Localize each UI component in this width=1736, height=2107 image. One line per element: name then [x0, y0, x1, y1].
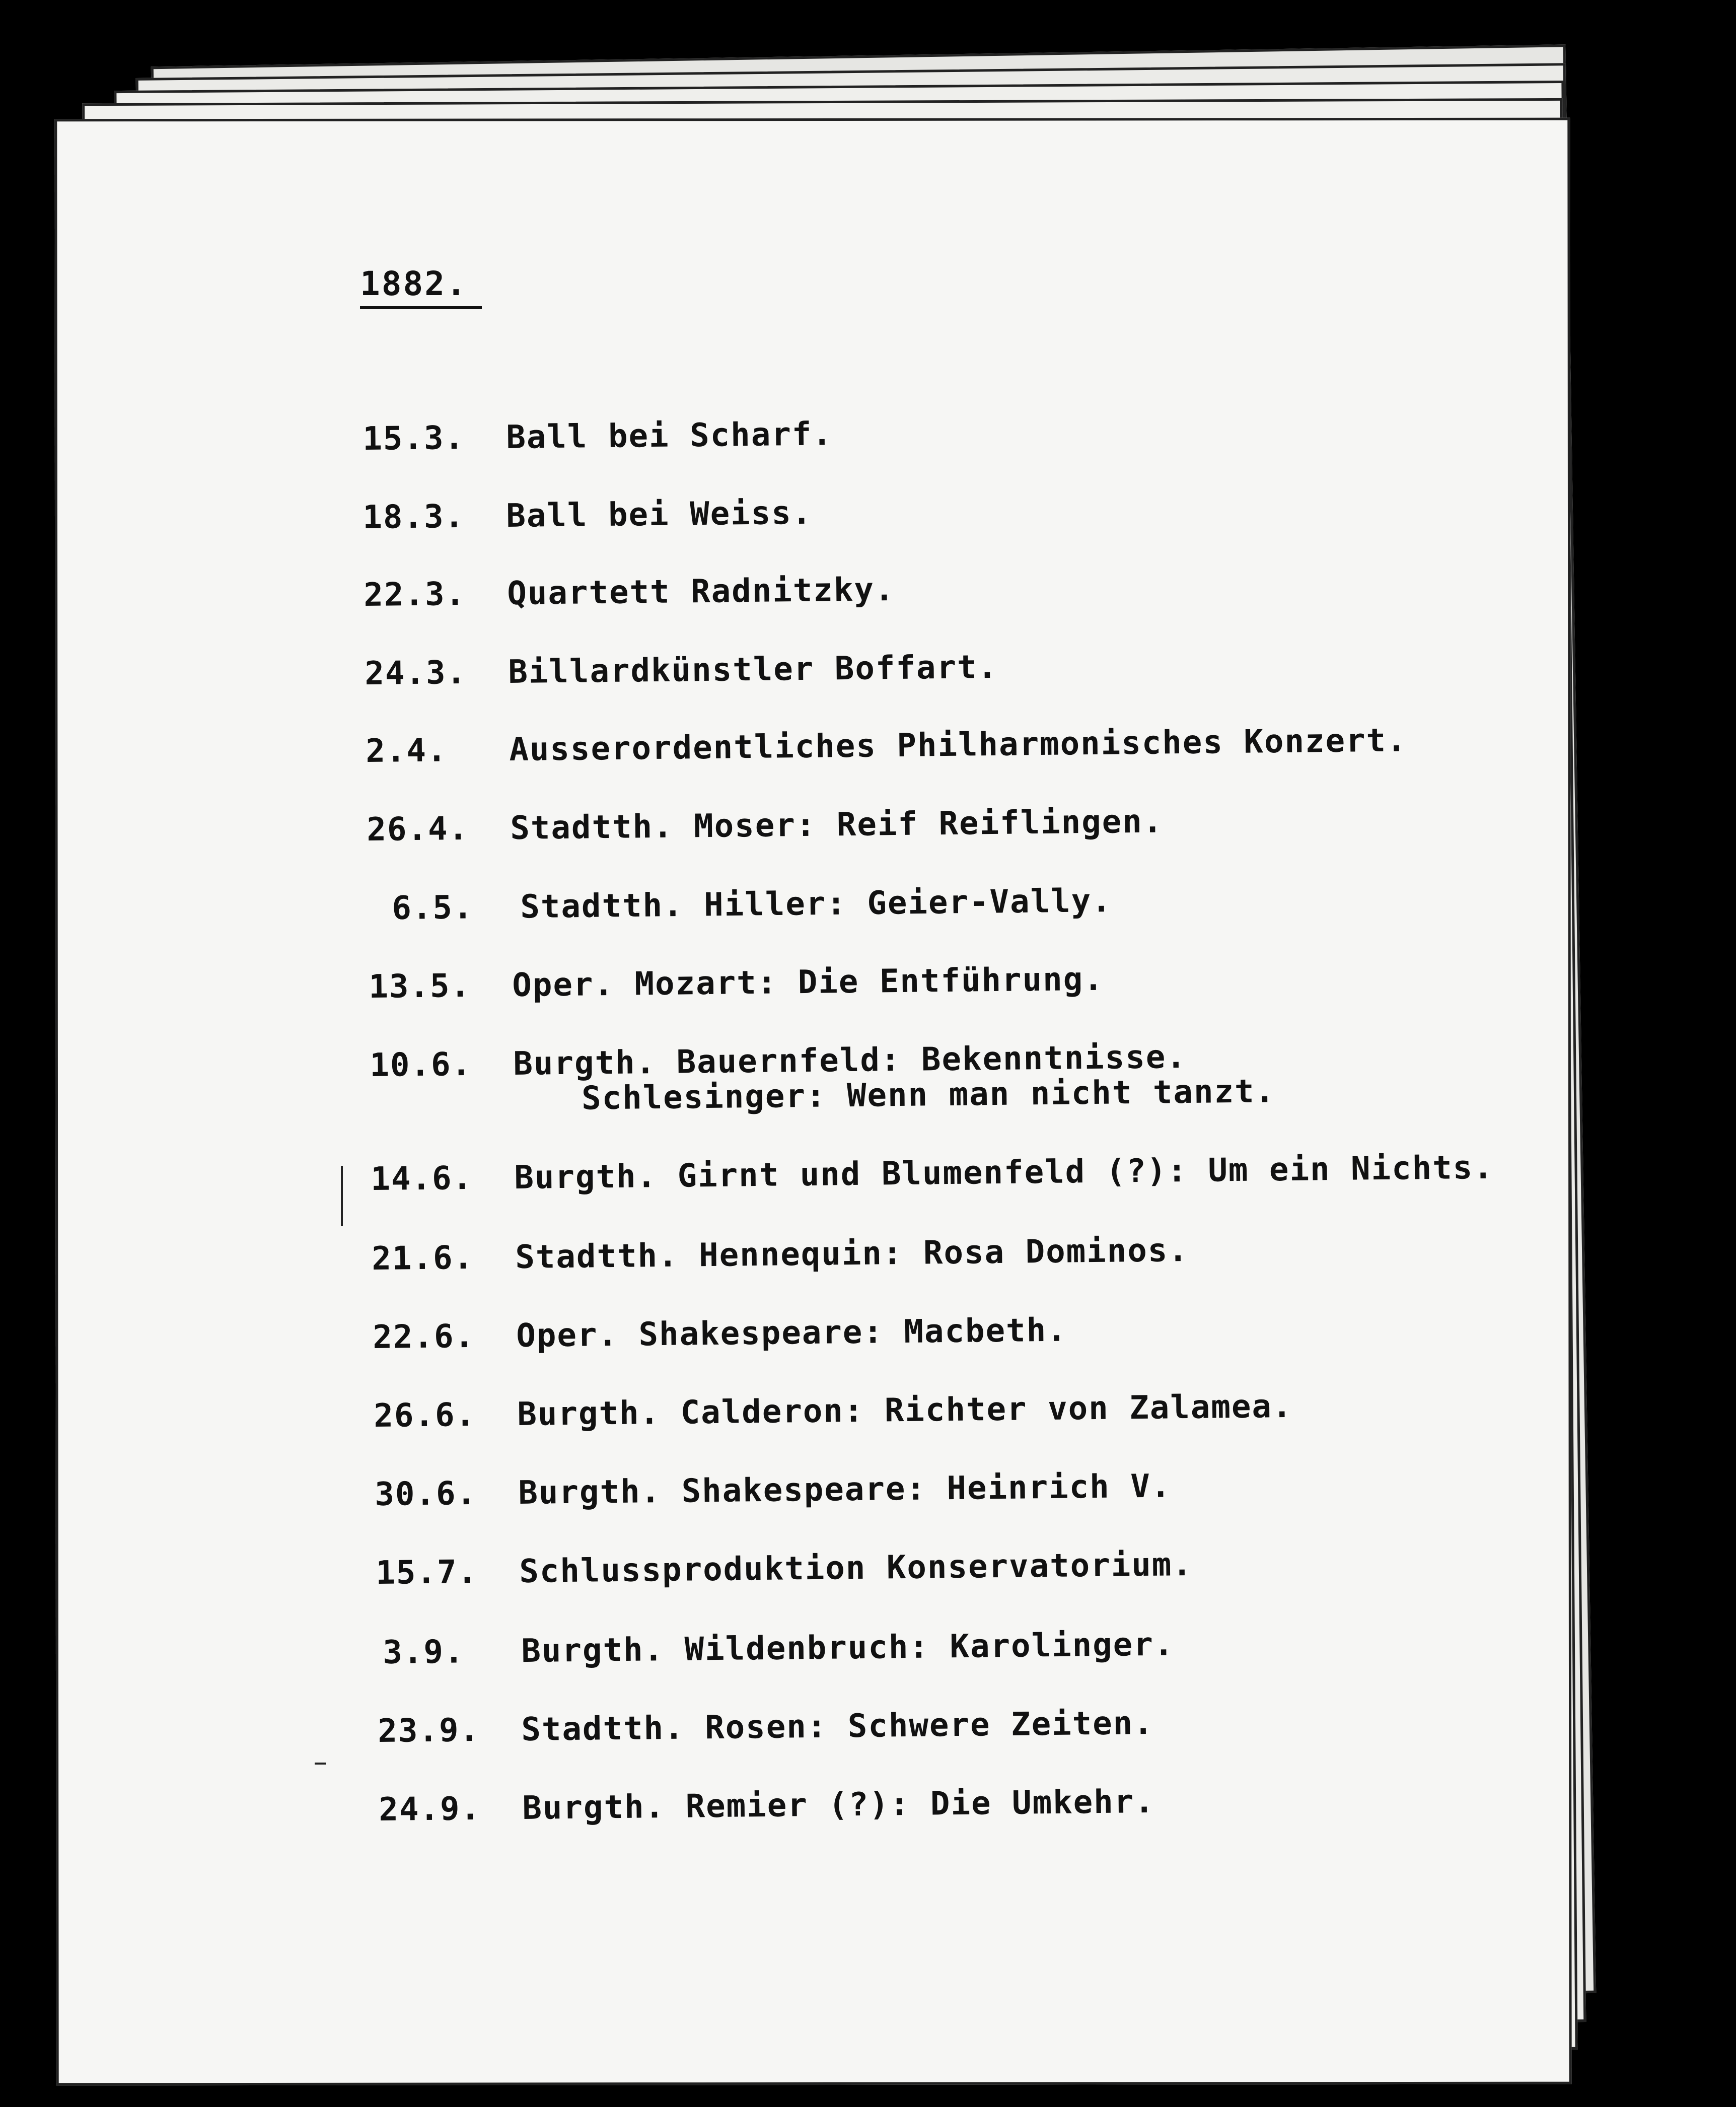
entry-text: Ausserordentliches Philharmonisches Konzert.	[509, 722, 1408, 769]
entry-date: 22.3.	[364, 575, 466, 614]
entry-date: 15.7.	[376, 1553, 478, 1592]
entry-text: Burgth. Girnt und Blumenfeld (?): Um ein Nichts.	[514, 1149, 1494, 1197]
entry-text: Stadtth. Hennequin: Rosa Dominos.	[515, 1232, 1189, 1277]
entry-date: 2.4.	[366, 732, 448, 770]
entry-date: 21.6.	[372, 1239, 474, 1278]
entry-date: 23.9.	[378, 1711, 480, 1750]
entry-date: 26.4.	[367, 810, 469, 849]
entry-date: 30.6.	[375, 1474, 477, 1513]
entry-text: Burgth. Calderon: Richter von Zalamea.	[517, 1387, 1293, 1434]
entry-text: Burgth. Shakespeare: Heinrich V.	[518, 1467, 1172, 1512]
entry-date: 24.9.	[379, 1790, 481, 1829]
entry-text: Billardkünstler Boffart.	[508, 648, 998, 691]
entry-date: 26.6.	[374, 1396, 476, 1435]
entry-date: 6.5.	[392, 889, 474, 927]
entry-text: Schlussproduktion Konservatorium.	[519, 1546, 1193, 1591]
year-heading: 1882.	[360, 264, 482, 309]
entry-date: 3.9.	[383, 1633, 465, 1671]
entry-text: Oper. Shakespeare: Macbeth.	[516, 1311, 1068, 1355]
entry-text: Stadtth. Hiller: Geier-Vally.	[520, 882, 1113, 926]
entry-date: 14.6.	[371, 1159, 473, 1198]
entry-text: Burgth. Remier (?): Die Umkehr.	[522, 1783, 1155, 1828]
entry-date: 10.6.	[370, 1045, 472, 1084]
entry-text-continued: Schlesinger: Wenn man nicht tanzt.	[581, 1073, 1276, 1117]
typed-page	[55, 118, 1566, 2080]
entry-date: 18.3.	[363, 498, 465, 536]
entry-text: Oper. Mozart: Die Entführung.	[512, 960, 1105, 1005]
entry-text: Burgth. Wildenbruch: Karolinger.	[521, 1626, 1175, 1670]
entry-date: 13.5.	[369, 967, 471, 1006]
entry-text: Ball bei Weiss.	[505, 494, 813, 535]
entry-text: Ball bei Scharf.	[505, 415, 833, 457]
entry-text: Burgth. Bauernfeld: Bekenntnisse.	[513, 1038, 1187, 1083]
entry-text: Stadtth. Rosen: Schwere Zeiten.	[521, 1704, 1154, 1749]
entry-text: Quartett Radnitzky.	[507, 571, 895, 613]
entry-date: 22.6.	[373, 1317, 475, 1356]
entry-date: 15.3.	[363, 419, 465, 458]
entry-date: 24.3.	[365, 654, 467, 692]
margin-mark	[315, 1763, 326, 1765]
margin-mark	[341, 1166, 343, 1226]
entry-text: Stadtth. Moser: Reif Reiflingen.	[510, 803, 1164, 848]
